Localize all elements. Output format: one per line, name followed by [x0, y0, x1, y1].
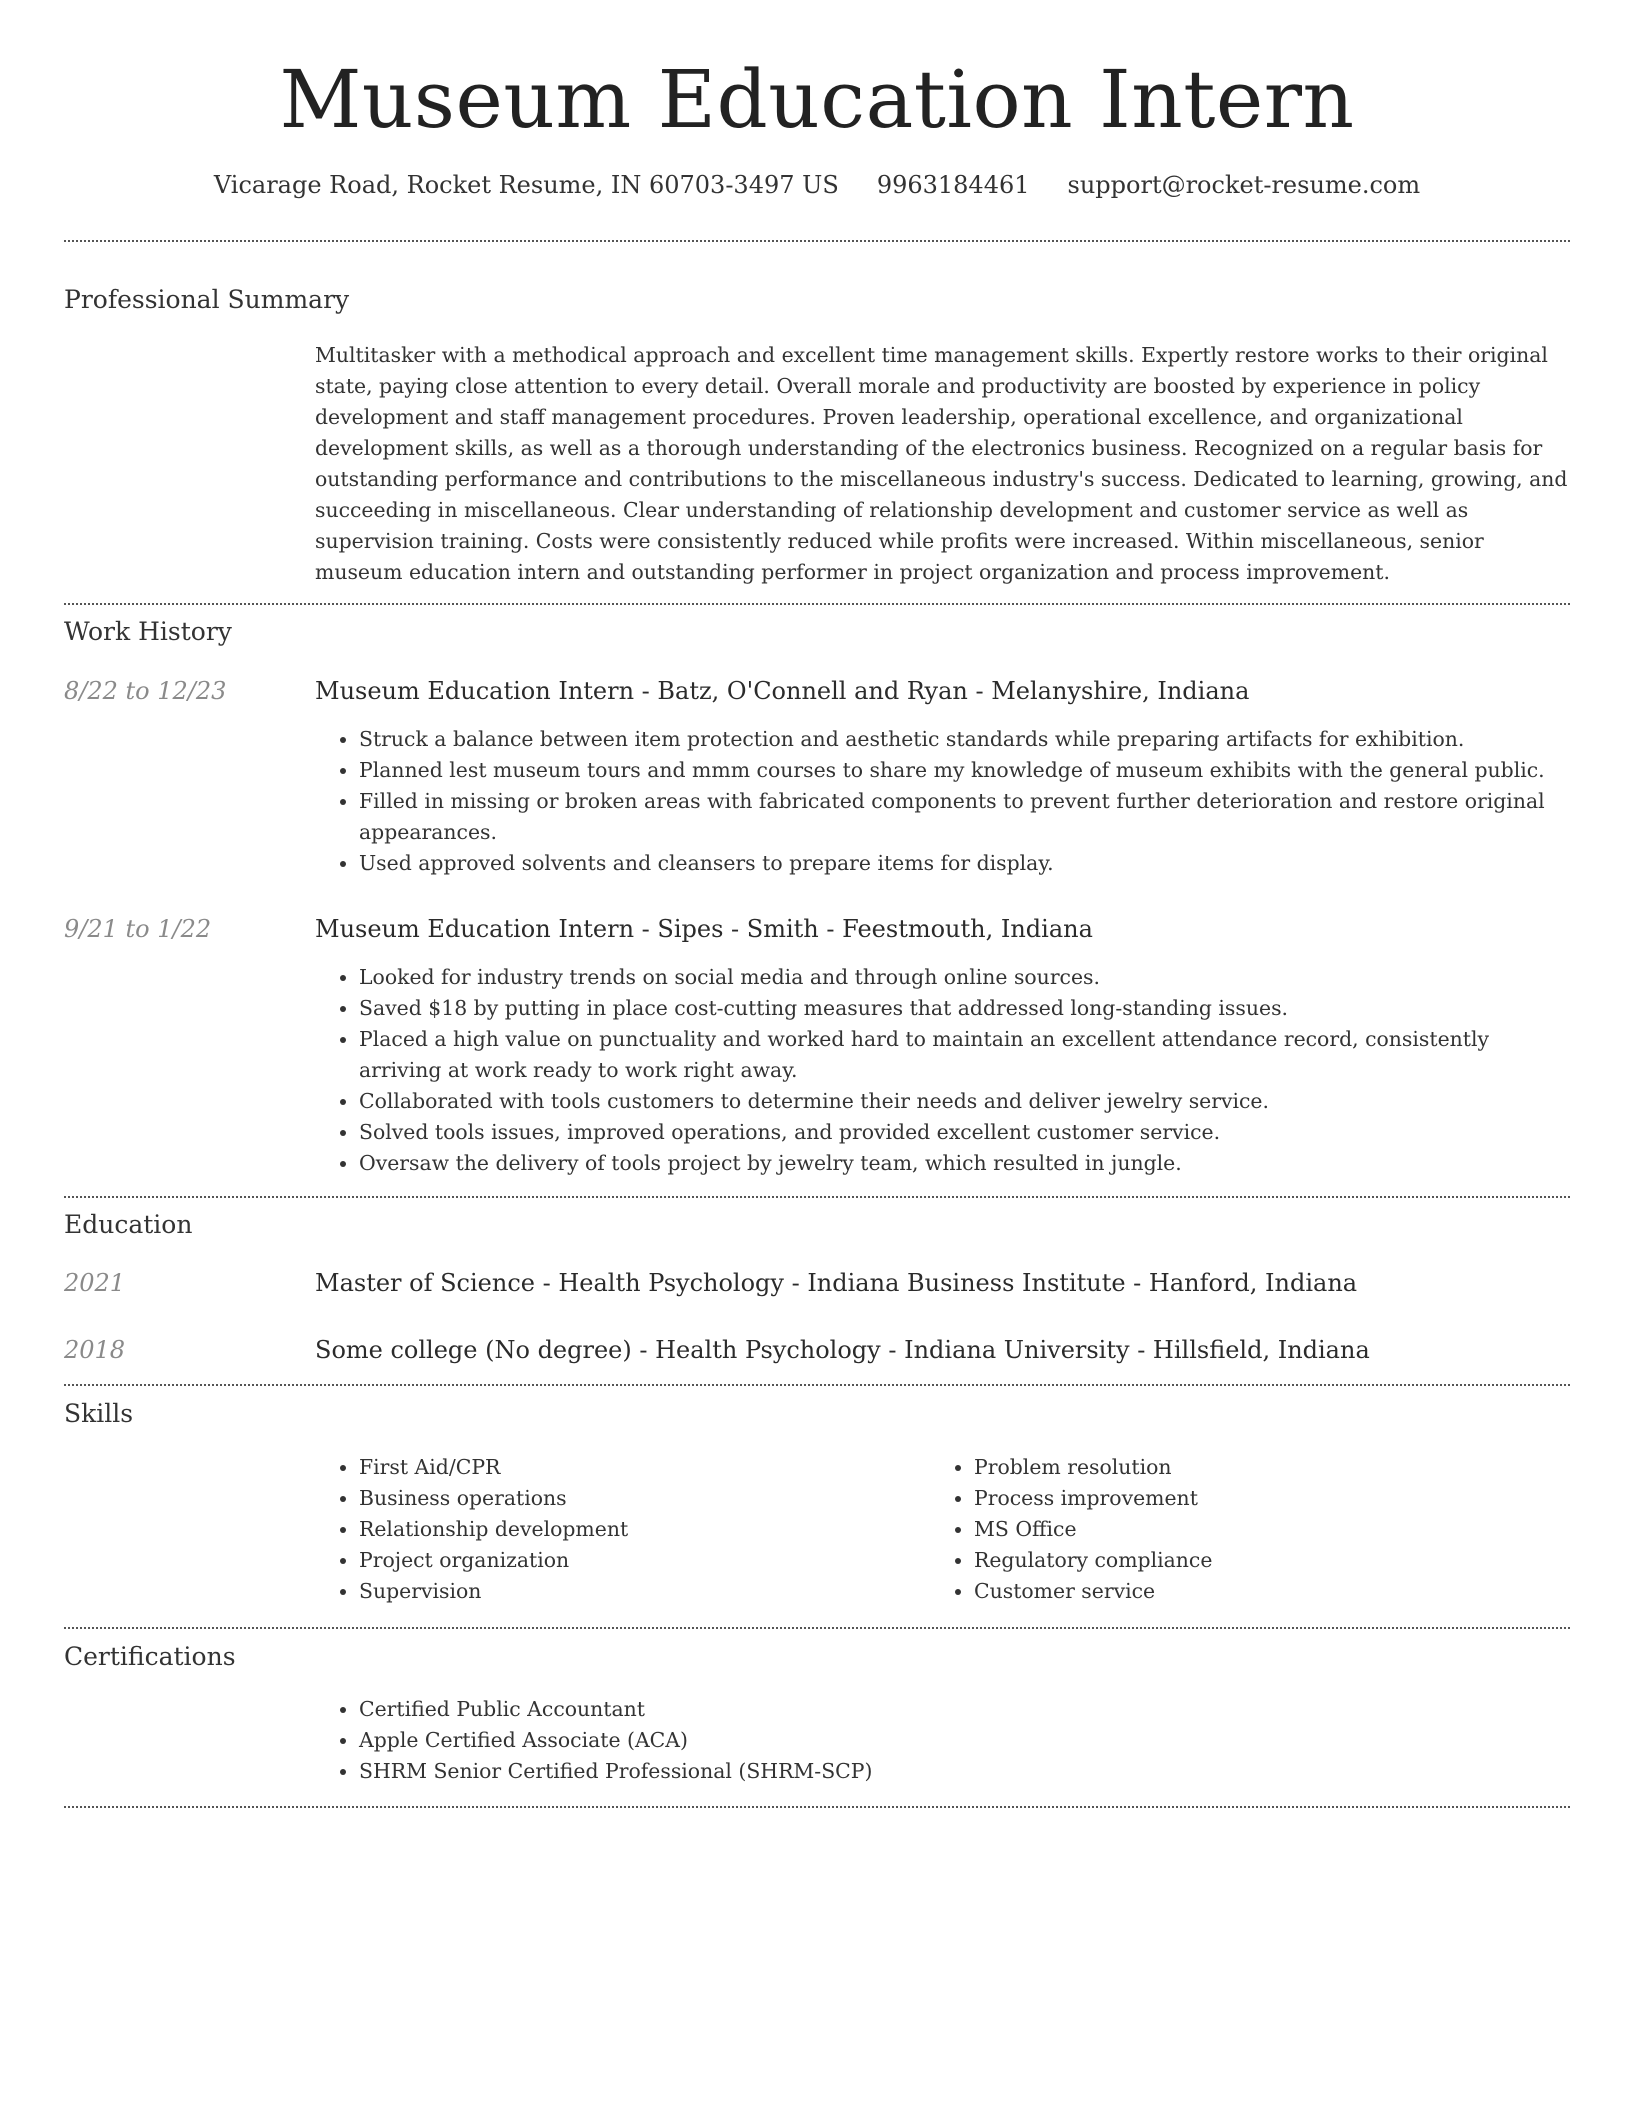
list-item: • First Aid/CPR: [359, 1452, 915, 1483]
list-item: • Certified Public Accountant: [359, 1694, 1570, 1725]
list-item: • MS Office: [974, 1514, 1530, 1545]
list-item: • Problem resolution: [974, 1452, 1530, 1483]
section-title-summary: Professional Summary: [64, 285, 350, 314]
certifications-list: [315, 1694, 1570, 1787]
skills-list-right: [930, 1452, 1530, 1607]
phone-number: 9963184461: [876, 171, 1030, 199]
divider: [64, 1196, 1570, 1198]
list-item: • Project organization: [359, 1545, 915, 1576]
candidate-name: Museum Education Intern: [279, 53, 1355, 146]
section-title-skills: Skills: [64, 1399, 134, 1428]
job-dates: 9/21 to 1/22: [64, 915, 212, 943]
list-item: • Apple Certified Associate (ACA): [359, 1725, 1570, 1756]
list-item: • Regulatory compliance: [974, 1545, 1530, 1576]
list-item: • Solved tools issues, improved operations, and provided excellent customer service.: [359, 1117, 1570, 1148]
divider: [64, 1806, 1570, 1808]
list-item: • Process improvement: [974, 1483, 1530, 1514]
list-item: • Looked for industry trends on social media and through online sources.: [359, 962, 1570, 993]
job-dates: 8/22 to 12/23: [64, 677, 227, 705]
divider: [64, 1384, 1570, 1386]
list-item: • Oversaw the delivery of tools project by jewelry team, which resulted in jungle.: [359, 1148, 1570, 1179]
education-year: 2018: [64, 1336, 126, 1364]
education-heading: Some college (No degree) - Health Psychology - Indiana University - Hillsfield, Indiana: [315, 1336, 1370, 1364]
list-item: • Planned lest museum tours and mmm courses to share my knowledge of museum exhibits with the general public.: [359, 755, 1570, 786]
list-item: • Relationship development: [359, 1514, 915, 1545]
education-heading: Master of Science - Health Psychology - Indiana Business Institute - Hanford, Indiana: [315, 1269, 1358, 1297]
divider: [64, 603, 1570, 605]
divider: [64, 1627, 1570, 1629]
list-item: • Saved $18 by putting in place cost-cutting measures that addressed long-standing issues.: [359, 993, 1570, 1024]
job-heading: Museum Education Intern - Sipes - Smith - Feestmouth, Indiana: [315, 915, 1093, 943]
list-item: • Supervision: [359, 1576, 915, 1607]
section-title-education: Education: [64, 1210, 193, 1239]
list-item: • Business operations: [359, 1483, 915, 1514]
job-bullets: [315, 962, 1570, 1179]
list-item: • Collaborated with tools customers to determine their needs and deliver jewelry service.: [359, 1086, 1570, 1117]
job-bullets: [315, 724, 1570, 879]
list-item: • Struck a balance between item protection and aesthetic standards while preparing artifacts for exhibition.: [359, 724, 1570, 755]
address: Vicarage Road, Rocket Resume, IN 60703-3497 US: [213, 171, 839, 199]
list-item: • SHRM Senior Certified Professional (SHRM-SCP): [359, 1756, 1570, 1787]
email-address: support@rocket-resume.com: [1067, 171, 1421, 199]
list-item: • Filled in missing or broken areas with fabricated components to prevent further deterioration and restore original appearances.: [359, 786, 1570, 848]
section-title-certifications: Certifications: [64, 1642, 236, 1671]
list-item: • Used approved solvents and cleansers to prepare items for display.: [359, 848, 1570, 879]
education-year: 2021: [64, 1269, 126, 1297]
list-item: • Customer service: [974, 1576, 1530, 1607]
section-title-work-history: Work History: [64, 617, 232, 646]
job-heading: Museum Education Intern - Batz, O'Connell and Ryan - Melanyshire, Indiana: [315, 677, 1250, 705]
list-item: • Placed a high value on punctuality and worked hard to maintain an excellent attendance record, consistently arriving at work ready to work right away.: [359, 1024, 1570, 1086]
skills-list-left: [315, 1452, 915, 1607]
contact-line: [64, 168, 1570, 202]
summary-text: Multitasker with a methodical approach and excellent time management skills. Expertly restore works to their original state, paying close attention to every detail. Overall morale and productivity are boosted by experience in policy development and staff management procedures. Proven leadership, operational excellence, and organizational development skills, as well as a thorough understanding of the electronics business. Recognized on a regular basis for outstanding performance and contributions to the miscellaneous industry's success. Dedicated to learning, growing, and succeeding in miscellaneous. Clear understanding of relationship development and customer service as well as supervision training. Costs were consistently reduced while profits were increased. Within miscellaneous, senior museum education intern and outstanding performer in project organization and process improvement.: [315, 343, 1568, 584]
divider: [64, 240, 1570, 242]
